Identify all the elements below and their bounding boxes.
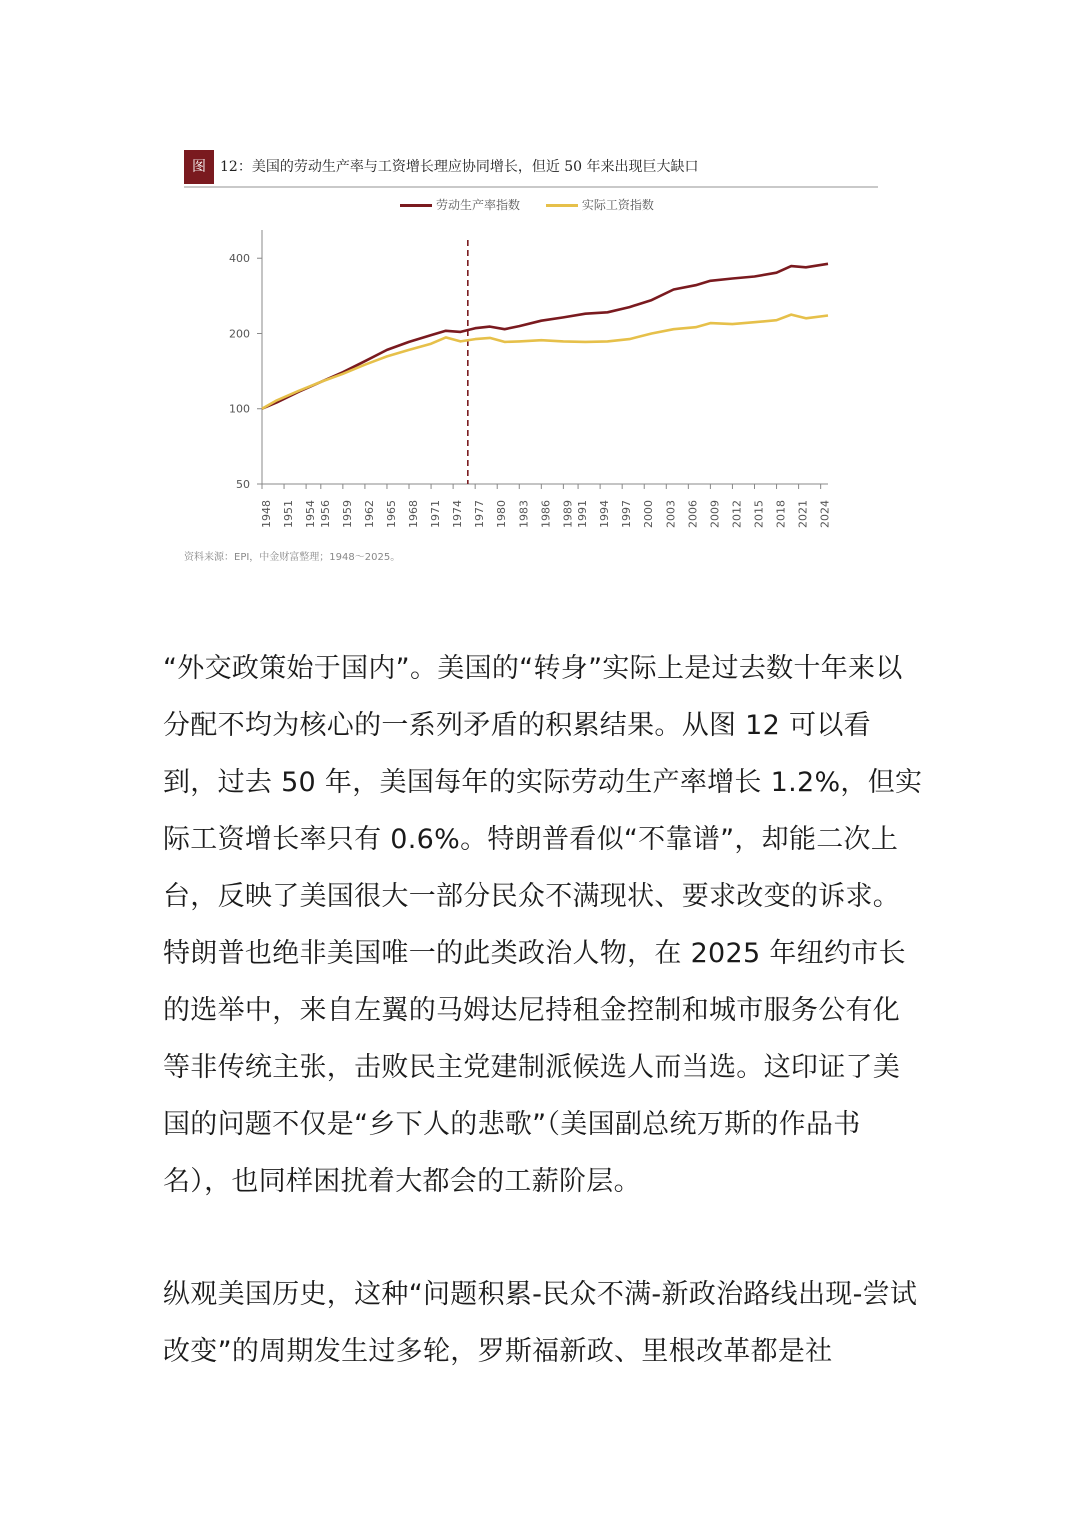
y-tick-label: 400: [229, 252, 250, 266]
article-paragraph-2: 纵观美国历史，这种“问题积累-民众不满-新政治路线出现-尝试改变”的周期发生过多轮，罗斯福新政、里根改革都是社: [163, 1279, 918, 1367]
y-tick-label: 200: [229, 327, 250, 341]
figure-title: 12：美国的劳动生产率与工资增长理应协同增长，但近 50 年来出现巨大缺口: [220, 159, 699, 175]
legend-item-productivity: [400, 196, 520, 213]
x-tick-label: 2000: [642, 500, 656, 528]
x-tick-label: 1991: [576, 500, 590, 528]
figure-mark: 图: [184, 150, 214, 184]
x-tick-label: 1948: [260, 500, 273, 528]
x-tick-label: 1954: [304, 500, 318, 528]
x-tick-label: 1980: [495, 500, 509, 528]
x-tick-label: 1965: [384, 500, 398, 528]
x-tick-label: 1977: [473, 500, 487, 528]
x-tick-label: 2024: [818, 500, 832, 528]
x-tick-label: 2006: [686, 500, 700, 528]
legend-item-wage: [546, 196, 654, 213]
x-tick-label: 1956: [318, 500, 332, 528]
x-tick-label: 1986: [539, 500, 553, 528]
y-tick-label: 50: [236, 478, 250, 491]
x-tick-label: 2003: [664, 500, 678, 528]
figure-source: 资料来源：EPI，中金财富整理；1948～2025。: [184, 552, 401, 563]
x-tick-label: 1968: [407, 500, 421, 528]
figure-12: [170, 140, 890, 580]
x-tick-label: 1971: [429, 500, 443, 528]
x-tick-label: 1997: [620, 500, 634, 528]
y-tick-label: 100: [229, 402, 250, 416]
x-tick-label: 1994: [598, 500, 612, 528]
figure-header: [184, 150, 878, 188]
legend-label-productivity: 劳动生产率指数: [436, 198, 521, 212]
x-tick-label: 2018: [774, 500, 788, 528]
article-body: [163, 640, 923, 1436]
chart-legend: [400, 196, 676, 216]
legend-swatch-productivity: [400, 204, 432, 207]
x-tick-label: 1983: [517, 500, 531, 528]
x-tick-label: 2015: [752, 500, 766, 528]
series-line-productivity: [262, 264, 828, 409]
x-tick-label: 1959: [340, 500, 354, 528]
line-chart: [170, 220, 890, 550]
x-tick-label: 1962: [362, 500, 376, 528]
x-tick-label: 2009: [708, 500, 722, 528]
series-line-wage: [262, 315, 828, 409]
article-paragraph-1: “外交政策始于国内”。美国的“转身”实际上是过去数十年来以分配不均为核心的一系列矛盾的积累结果。从图 12 可以看到，过去 50 年，美国每年的实际劳动生产率增长 1.2%，但实际工资增长率只有 0.6%。特朗普看似“不靠谱”，却能二次上台，反映了美国很大一部分民众不满现状、要求改变的诉求。特朗普也绝非美国唯一的此类政治人物，在 2025 年纽约市长的选举中，来自左翼的马姆达尼持租金控制和城市服务公有化等非传统主张，击败民主党建制派候选人而当选。这印证了美国的问题不仅是“乡下人的悲歌”（美国副总统万斯的作品书名），也同样困扰着大都会的工薪阶层。: [163, 653, 923, 1197]
x-tick-label: 2021: [796, 500, 810, 528]
x-tick-label: 2012: [730, 500, 744, 528]
x-tick-label: 1974: [451, 500, 465, 528]
x-tick-label: 1989: [561, 500, 575, 528]
legend-swatch-wage: [546, 204, 578, 207]
legend-label-wage: 实际工资指数: [581, 198, 654, 212]
x-tick-label: 1951: [282, 500, 296, 528]
